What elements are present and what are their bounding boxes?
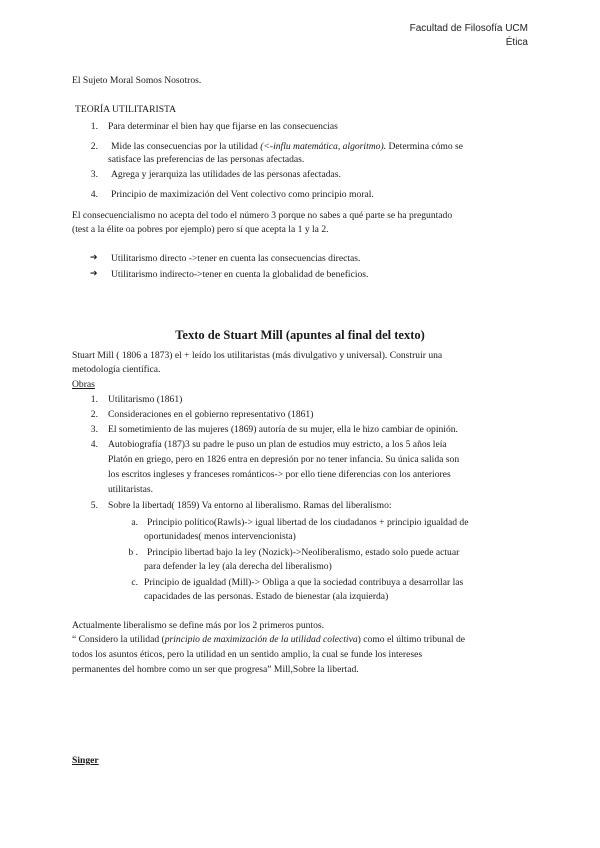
rama-a-letter: a. [131, 517, 138, 528]
bullet-indirecto: Utilitarismo indirecto->tener en cuenta la globalidad de beneficios. [111, 269, 369, 280]
singer-heading: Singer [72, 755, 99, 766]
util-item-4-text: Principio de maximización del Vent colectivo como principio moral. [111, 189, 374, 200]
util-item-2-text-a: Mide las consecuencias por la utilidad [111, 141, 261, 152]
obra-5-number: 5. [90, 500, 98, 511]
obras-label: Obras [72, 379, 95, 390]
rama-c-letter: c. [131, 577, 138, 588]
rama-b-line1: Principio libertad bajo la ley (Nozick)->Neoliberalismo, estado solo puede actuar [147, 547, 460, 558]
util-item-1-text: Para determinar el bien hay que fijarse en las consecuencias [108, 121, 338, 132]
quote-line1 [72, 633, 465, 647]
obra-4-line1: Autobiografía (187)3 su padre le puso un plan de estudios muy estricto, a los 5 años leía [108, 439, 447, 450]
mill-intro-line1: Stuart Mill ( 1806 a 1873) el + leído los utilitaristas (más divulgativo y universal). Construir una [72, 350, 443, 361]
util-item-2-text [111, 140, 463, 154]
page-header [410, 22, 528, 50]
rama-a-line1: Principio político(Rawls)-> igual libertad de los ciudadanos + principio igualdad de [147, 517, 469, 528]
obra-4-line2: Platón en griego, pero en 1826 entra en depresión por no tener infancia. Su única salida son [108, 454, 460, 465]
quote-line2: todos los asuntos éticos, pero la utilidad en un sentido amplio, la cual se funde los intereses [72, 649, 423, 660]
rama-c-line2: capacidades de las personas. Estado de bienestar (ala izquierda) [144, 591, 389, 602]
consecuencialismo-note-line1: El consecuencialismo no acepta del todo el número 3 porque no sabes a qué parte se ha preguntado [72, 210, 453, 221]
util-item-2-number: 2. [90, 141, 98, 152]
bullet-directo: Utilitarismo directo ->tener en cuenta las consecuencias directas. [111, 253, 361, 264]
util-item-2-continuation: satisface las preferencias de las personas afectadas. [108, 154, 305, 165]
actualmente-line: Actualmente liberalismo se define más por los 2 primeros puntos. [72, 620, 325, 631]
obra-1-text: Utilitarismo (1861) [108, 394, 183, 405]
arrow-bullet-icon: ➔ [90, 269, 98, 279]
section-title-mill: Texto de Stuart Mill (apuntes al final del texto) [175, 328, 425, 342]
quote-rest: ) como el último tribunal de [357, 634, 466, 645]
rama-b-letter: b . [128, 547, 138, 558]
obra-3-number: 3. [90, 424, 98, 435]
obra-4-line4: utilitaristas. [108, 484, 154, 495]
obra-1-number: 1. [90, 394, 98, 405]
util-item-2-text-b: Determina cómo se [386, 141, 464, 152]
util-item-3-text: Agrega y jerarquiza las utilidades de las personas afectadas. [111, 169, 341, 180]
quote-line3: permanentes del hombre como un ser que progresa” Mill,Sobre la libertad. [72, 664, 359, 675]
rama-b-line2: para defender la ley (ala derecha del liberalismo) [144, 561, 332, 572]
header-faculty: Facultad de Filosofía UCM [409, 23, 528, 34]
quote-italic: principio de maximización de la utilidad colectiva [164, 634, 358, 645]
util-item-1-number: 1. [90, 121, 98, 132]
obra-4-line3: los escritos ingleses y franceses románticos-> por ello tiene diferencias con los anteriores [108, 469, 451, 480]
mill-intro-line2: metodología científica. [72, 364, 161, 375]
util-item-2-italic: (<-influ matemática, algoritmo). [260, 141, 387, 152]
obra-5-text: Sobre la libertad( 1859) Va entorno al liberalismo. Ramas del liberalismo: [108, 500, 392, 511]
rama-c-line1: Principio de igualdad (Mill)-> Obliga a que la sociedad contribuya a desarrollar las [144, 577, 464, 588]
header-subject: Ética [505, 37, 528, 48]
util-item-3-number: 3. [90, 169, 98, 180]
obra-2-number: 2. [90, 409, 98, 420]
util-item-4-number: 4. [90, 189, 98, 200]
rama-a-line2: oportunidades( menos intervencionista) [144, 531, 296, 542]
arrow-bullet-icon: ➔ [90, 253, 98, 263]
obra-3-text: El sometimiento de las mujeres (1869) autoría de su mujer, ella le hizo cambiar de opinión. [108, 424, 458, 435]
obra-4-number: 4. [90, 439, 98, 450]
consecuencialismo-note-line2: (test a la élite oa pobres por ejemplo) pero sí que acepta la 1 y la 2. [72, 224, 329, 235]
intro-line: El Sujeto Moral Somos Nosotros. [72, 75, 202, 86]
obra-2-text: Consideraciones en el gobierno representativo (1861) [108, 409, 314, 420]
quote-open: “ Considero la utilidad ( [72, 634, 165, 645]
utilitarismo-heading: TEORÍA UTILITARISTA [75, 104, 177, 115]
